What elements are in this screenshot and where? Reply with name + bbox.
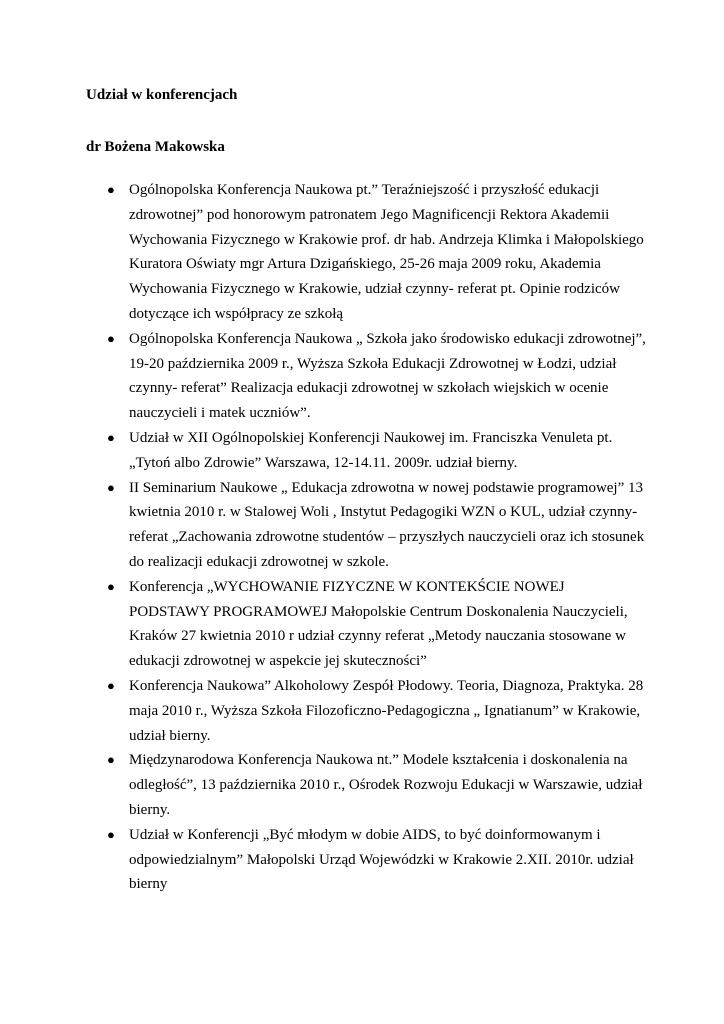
list-item-line: Konferencja „WYCHOWANIE FIZYCZNE W KONTEKŚCIE NOWEJ (129, 578, 565, 595)
list-item (107, 823, 649, 897)
list-item-line: Ogólnopolska Konferencja Naukowa pt.” Teraźniejszość i przyszłość edukacji (129, 182, 600, 198)
list-item-line: nauczycieli i matek uczniów”. (129, 405, 311, 422)
list-item (107, 178, 649, 327)
list-item (107, 476, 649, 575)
list-item-line: II Seminarium Naukowe „ Edukacja zdrowotna w nowej podstawie programowej” 13 (129, 479, 644, 496)
bullet-icon: ● (107, 182, 115, 197)
list-item-line: dotyczące ich współpracy ze szkołą (129, 305, 344, 322)
list-item-line: „Tytoń albo Zdrowie” Warszawa, 12-14.11. 2009r. udział bierny. (129, 454, 518, 471)
list-item-line: Konferencja Naukowa” Alkoholowy Zespół Płodowy. Teoria, Diagnoza, Praktyka. 28 (129, 677, 644, 694)
list-item-line: Kuratora Oświaty mgr Artura Dzigańskiego, 25-26 maja 2009 roku, Akademia (129, 256, 601, 273)
list-item (107, 748, 649, 822)
list-item-line: Wychowania Fizycznego w Krakowie prof. dr hab. Andrzeja Klimka i Małopolskiego (129, 231, 644, 248)
bullet-icon: ● (107, 677, 115, 693)
bullet-icon: ● (107, 330, 115, 346)
list-item (107, 674, 649, 748)
bullet-icon: ● (107, 752, 115, 768)
list-item (107, 426, 649, 476)
list-item (107, 327, 649, 426)
bullet-icon: ● (107, 479, 115, 495)
list-item-line: Wychowania Fizycznego w Krakowie, udział czynny- referat pt. Opinie rodziców (129, 281, 620, 298)
list-item-line: edukacji zdrowotnej w aspekcie jej skuteczności” (129, 653, 427, 670)
list-item-line: odpowiedzialnym” Małopolski Urząd Wojewódzki w Krakowie 2.XII. 2010r. udział (129, 851, 634, 868)
list-item-line: kwietnia 2010 r. w Stalowej Woli , Instytut Pedagogiki WZN o KUL, udział czynny- (129, 504, 638, 521)
list-item-line: Udział w XII Ogólnopolskiej Konferencji Naukowej im. Franciszka Venuleta pt. (129, 429, 613, 446)
bullet-icon: ● (107, 826, 115, 842)
list-item-line: bierny (129, 876, 168, 893)
list-item-line: zdrowotnej” pod honorowym patronatem Jego Magnificencji Rektora Akademii (129, 206, 610, 223)
author-name: dr Bożena Makowska (86, 139, 225, 155)
list-item-line: bierny. (129, 801, 171, 818)
list-item-line: Kraków 27 kwietnia 2010 r udział czynny referat „Metody nauczania stosowane w (129, 628, 626, 645)
list-item-line: maja 2010 r., Wyższa Szkoła Filozoficzno-Pedagogiczna „ Ignatianum” w Krakowie, (129, 702, 641, 719)
list-item-line: udział bierny. (129, 727, 211, 744)
list-item-line: 19-20 października 2009 r., Wyższa Szkoła Edukacji Zdrowotnej w Łodzi, udział (129, 355, 617, 372)
bullet-icon: ● (107, 578, 115, 594)
list-item-line: odległość”, 13 października 2010 r., Ośrodek Rozwoju Edukacji w Warszawie, udział (129, 777, 643, 794)
conference-list (107, 178, 649, 897)
list-item-line: Ogólnopolska Konferencja Naukowa „ Szkoła jako środowisko edukacji zdrowotnej”, (129, 330, 646, 347)
bullet-icon: ● (107, 429, 115, 445)
list-item-line: referat „Zachowania zdrowotne studentów – przyszłych nauczycieli oraz ich stosunek (129, 529, 645, 546)
document-title: Udział w konferencjach (86, 87, 238, 103)
list-item-line: PODSTAWY PROGRAMOWEJ Małopolskie Centrum Doskonalenia Nauczycieli, (129, 603, 628, 620)
list-item-line: czynny- referat” Realizacja edukacji zdrowotnej w szkołach wiejskich w ocenie (129, 380, 609, 397)
list-item (107, 575, 649, 674)
list-item-line: do realizacji edukacji zdrowotnej w szkole. (129, 553, 389, 570)
list-item-line: Międzynarodowa Konferencja Naukowa nt.” Modele kształcenia i doskonalenia na (129, 752, 628, 769)
list-item-line: Udział w Konferencji „Być młodym w dobie AIDS, to być doinformowanym i (129, 826, 601, 843)
